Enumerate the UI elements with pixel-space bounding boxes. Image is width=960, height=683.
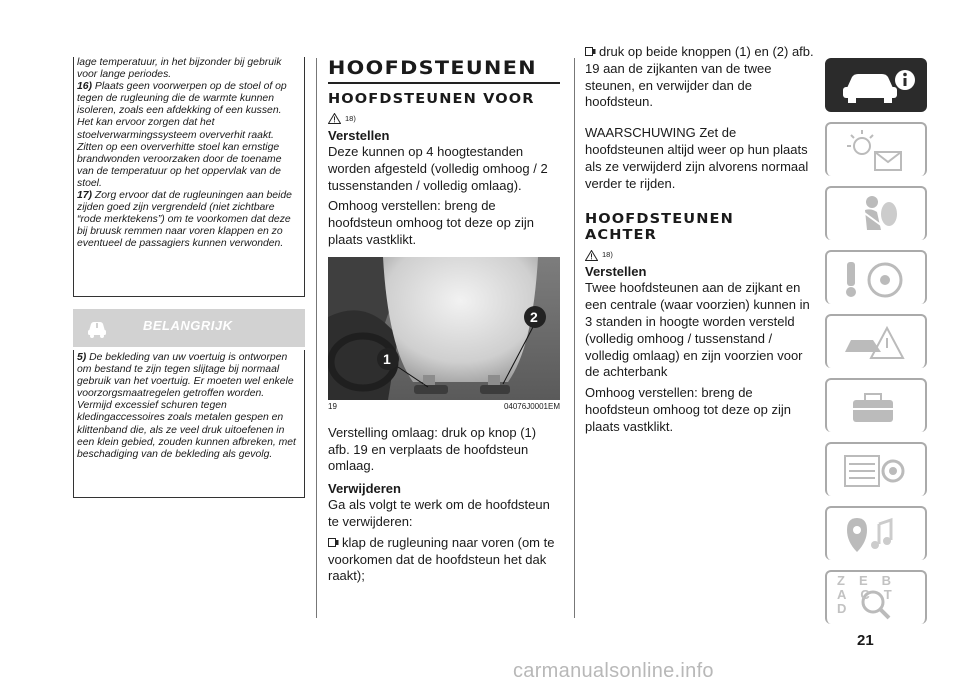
key-steering-icon: [827, 252, 929, 306]
page-number: 21: [857, 632, 874, 649]
rear-heading-line2: ACHTER: [585, 228, 657, 244]
middle-column: [328, 58, 560, 585]
important-note-number: 5): [77, 352, 87, 363]
right-column: [585, 44, 815, 436]
remove-text-1: Ga als volgt te werk om de hoofdsteun te verwijderen:: [328, 497, 550, 529]
headrest-photo: [328, 257, 560, 400]
heading-rule: [328, 82, 560, 84]
figure-caption: [328, 402, 560, 411]
procedure-bullet-icon: [585, 47, 596, 56]
warning-text: WAARSCHUWING Zet de hoofdsteunen altijd weer op hun plaats als ze verwijderd zijn alvorens normaal verder te rijden.: [585, 125, 809, 191]
lights-mail-icon: [827, 124, 929, 178]
important-note: [77, 352, 298, 461]
car-warning-icon: [85, 315, 109, 339]
adjust-text-1: Deze kunnen op 4 hoogtestanden worden afgesteld (volledig omhoog / 2 tussenstanden / volledig omlaag).: [328, 144, 548, 193]
subsection-reference: [328, 110, 560, 122]
adjust-text-2: Omhoog verstellen: breng de hoofdsteun omhoog tot deze op zijn plaats vastklikt.: [328, 198, 534, 247]
tab-index[interactable]: [825, 570, 927, 624]
footnote-16-number: 16): [77, 81, 93, 93]
important-title: BELANGRIJK: [143, 318, 233, 333]
tab-crash[interactable]: [825, 314, 927, 368]
rear-adjust-title: Verstellen: [585, 264, 647, 280]
rear-heading-line1: HOOFDSTEUNEN: [585, 212, 734, 228]
tab-car-info[interactable]: [825, 58, 927, 112]
tab-multimedia[interactable]: [825, 506, 927, 560]
footnote-box: [73, 57, 305, 297]
tab-seat-airbag[interactable]: [825, 186, 927, 240]
footnote-17: [77, 190, 298, 250]
toolbox-icon: [827, 380, 929, 434]
column-divider-right: [574, 58, 575, 618]
remove-step-1: [328, 535, 560, 585]
footnote-16: [77, 81, 298, 190]
important-note-text: De bekleding van uw voertuig is ontworpen om bestand te zijn tegen slijtage bij normaal gebruik van het voertuig. Er moeten wel enkele voorzorgsmaatregelen getroffen worden. Vermijd excessief schuren tegen kledingaccessoires zoals metalen gespen en klittenband die, als ze veel druk uitoefenen in een klein gebied, zouden kunnen afbreken, met beschadiging van de bekleding als gevolg.: [77, 352, 296, 460]
figure-number: 19: [328, 401, 337, 411]
callout-2: 2: [530, 308, 538, 325]
remove-step-2: [585, 44, 815, 111]
remove-step-2-text: druk op beide knoppen (1) en (2) afb. 19 aan de zijkanten van de twee steunen, en verwijder dan de hoofdsteun.: [585, 44, 814, 110]
tab-key-steering[interactable]: [825, 250, 927, 304]
tab-toolbox[interactable]: [825, 378, 927, 432]
tab-specs[interactable]: [825, 442, 927, 496]
remove-title: Verwijderen: [328, 481, 401, 497]
lower-text: Verstelling omlaag: druk op knop (1) afb. 19 en verplaats de hoofdsteun omlaag.: [328, 424, 537, 474]
callout-1: 1: [383, 350, 391, 367]
section-heading: HOOFDSTEUNEN: [328, 58, 537, 79]
subsection-ref-number: 18): [345, 114, 356, 123]
seat-airbag-icon: [827, 188, 929, 242]
tab-lights-mail[interactable]: [825, 122, 927, 176]
important-banner: [73, 309, 305, 347]
crash-icon: [827, 316, 929, 370]
footnote-17-number: 17): [77, 190, 93, 202]
figure-code: 04076J0001EM: [503, 401, 560, 411]
headrest-illustration: [328, 257, 560, 400]
rear-ref-number: 18): [602, 250, 613, 260]
remove-step-1-text: klap de rugleuning naar voren (om te voorkomen dat de hoofdsteun het dak raakt);: [328, 534, 555, 584]
column-divider-left: [316, 58, 317, 618]
rear-heading-reference: [585, 246, 815, 258]
footnote-intro: lage temperatuur, in het bijzonder bij gebruik voor lange periodes.: [77, 57, 282, 81]
warning-triangle-icon: [328, 113, 341, 124]
specs-icon: [827, 444, 929, 498]
index-letters: ZEBACTD: [837, 573, 906, 616]
rear-adjust-text-2: Omhoog verstellen: breng de hoofdsteun omhoog tot deze op zijn plaats vastklikt.: [585, 385, 791, 434]
subsection-heading: HOOFDSTEUNEN VOOR: [328, 92, 535, 107]
important-note-box: [73, 350, 305, 498]
warning-triangle-icon: [585, 250, 598, 261]
rear-adjust-text-1: Twee hoofdsteunen aan de zijkant en een centrale (waar voorzien) kunnen in 3 standen in hoogte worden versteld (volledig omhoog / tussenstand / volledig omlaag) en zijn voorzien voor de achterbank: [585, 280, 810, 380]
footnote-16-text: Plaats geen voorwerpen op de stoel of op tegen de rugleuning die de warmte kunnen isoleren, zoals een afdekking of een kussen. Het kan ervoor zorgen dat het stoelverwarmingssysteem oververhit raakt. Zitten op een oververhitte stoel kan ernstige brandwonden veroorzaken door de toename van de temperatuur op het oppervlak van de stoel.: [77, 81, 287, 189]
multimedia-icon: [827, 508, 929, 562]
footnote-17-text: Zorg ervoor dat de rugleuningen aan beide zijden goed zijn vergrendeld (niet zichtbare “rode merktekens”) om te voorkomen dat deze bij bruusk remmen naar voren klappen en zo eventueel de passagiers kunnen verwonden.: [77, 190, 292, 250]
watermark: carmanualsonline.info: [513, 660, 714, 682]
adjust-title: Verstellen: [328, 128, 390, 143]
car-info-icon: [825, 58, 927, 112]
procedure-bullet-icon: [328, 538, 339, 547]
